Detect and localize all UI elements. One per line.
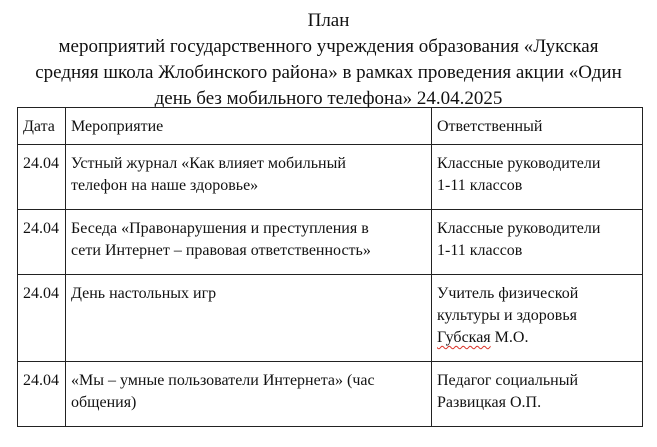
responsible-text-line: Развицкая О.П. xyxy=(437,394,542,411)
cell-responsible xyxy=(432,145,643,210)
table-row xyxy=(18,362,643,427)
table-row xyxy=(18,275,643,362)
cell-responsible xyxy=(432,362,643,427)
event-text-line: общения) xyxy=(71,394,137,411)
cell-event xyxy=(66,145,432,210)
spellcheck-flagged-surname: Губская xyxy=(437,329,491,346)
responsible-text-line: 1-11 классов xyxy=(437,242,523,259)
table-header-row xyxy=(18,108,643,145)
title-line-2: мероприятий государственного учреждения образования «Лукская xyxy=(58,36,599,57)
responsible-text-line xyxy=(437,327,638,349)
header-event: Мероприятие xyxy=(66,108,432,145)
header-responsible: Ответственный xyxy=(432,108,643,145)
cell-date: 24.04 xyxy=(18,210,66,275)
responsible-text-line: 1-11 классов xyxy=(437,177,523,194)
event-text-line: сети Интернет – правовая ответственность» xyxy=(71,242,371,259)
cell-event xyxy=(66,362,432,427)
table-row xyxy=(18,145,643,210)
event-text-line: Устный журнал «Как влияет мобильный xyxy=(71,155,346,172)
cell-date: 24.04 xyxy=(18,145,66,210)
cell-event xyxy=(66,210,432,275)
events-table xyxy=(17,107,643,427)
cell-date: 24.04 xyxy=(18,362,66,427)
event-text-line: День настольных игр xyxy=(71,285,217,302)
responsible-initials: М.О. xyxy=(490,329,529,346)
cell-responsible xyxy=(432,275,643,362)
cell-responsible xyxy=(432,210,643,275)
event-text-line: телефон на наше здоровье» xyxy=(71,177,259,194)
event-text-line: «Мы – умные пользователи Интернета» (час xyxy=(71,372,375,389)
responsible-text-line: Классные руководители xyxy=(437,155,601,172)
table-row xyxy=(18,210,643,275)
title-line-1: План xyxy=(307,10,350,31)
document-title xyxy=(0,8,657,112)
header-date: Дата xyxy=(18,108,66,145)
responsible-text-line: культуры и здоровья xyxy=(437,307,577,324)
responsible-text-line: Классные руководители xyxy=(437,220,601,237)
title-line-4: день без мобильного телефона» 24.04.2025 xyxy=(154,88,503,109)
cell-event xyxy=(66,275,432,362)
cell-date: 24.04 xyxy=(18,275,66,362)
responsible-text-line: Педагог социальный xyxy=(437,372,579,389)
event-text-line: Беседа «Правонарушения и преступления в xyxy=(71,220,369,237)
title-line-3: средняя школа Жлобинского района» в рамках проведения акции «Один xyxy=(35,62,622,83)
responsible-text-line: Учитель физической xyxy=(437,285,579,302)
